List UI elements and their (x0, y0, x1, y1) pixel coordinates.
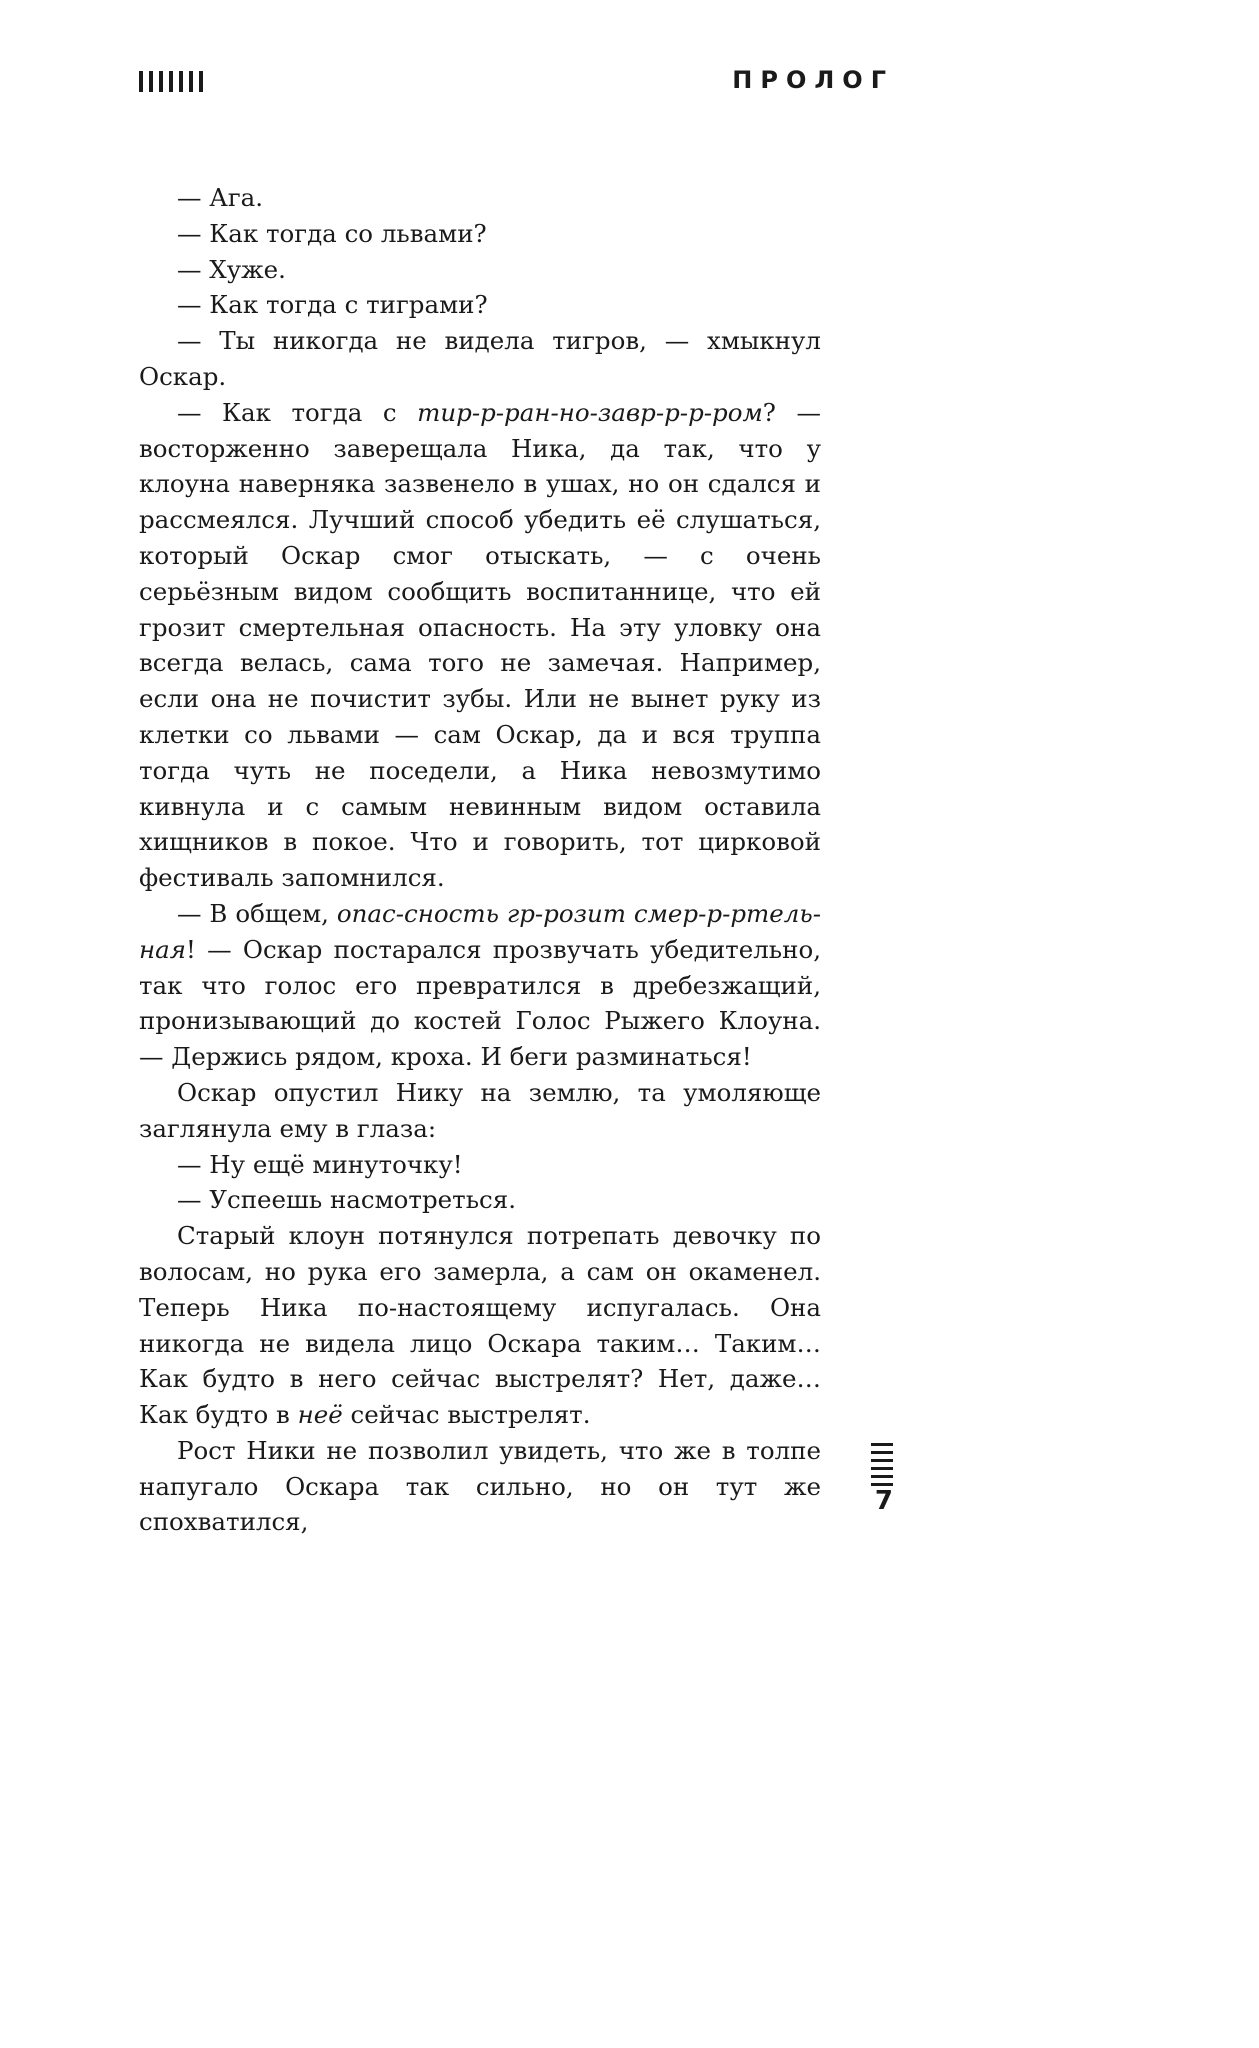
paragraph (139, 1433, 821, 1540)
text-run: Оскар опустил Нику на землю, та умоляюще заглянула ему в глаза: (139, 1077, 821, 1143)
chapter-title: ПРОЛОГ (732, 66, 894, 94)
page-number: 7 (874, 1486, 893, 1516)
paragraph (139, 323, 821, 395)
paragraph (139, 1182, 821, 1218)
paragraph (139, 1075, 821, 1147)
text-run: — Как тогда с тиграми? (177, 290, 488, 320)
header-decorative-bars (139, 71, 203, 92)
paragraph (139, 896, 821, 1075)
text-run: — Хуже. (177, 254, 286, 284)
italic-run: тир-р-ран-но-завр-р-р-ром (417, 397, 763, 427)
text-run: Рост Ники не позволил увидеть, что же в толпе напугало Оскара так сильно, но он тут же спохватился, (139, 1435, 821, 1537)
paragraph (139, 287, 821, 323)
paragraph (139, 252, 821, 288)
paragraph (139, 180, 821, 216)
italic-run: неё (297, 1400, 343, 1430)
text-run: — Как тогда с (177, 397, 418, 427)
text-run: — Успеешь насмотреться. (177, 1185, 517, 1215)
paragraph (139, 1147, 821, 1183)
text-run: — Ты никогда не видела тигров, — хмыкнул Оскар. (139, 326, 821, 391)
text-run: сейчас выстрелят. (342, 1400, 591, 1430)
text-run: — В общем, (177, 898, 337, 928)
text-run: Старый клоун потянулся потрепать девочку по волосам, но рука его замерла, а сам он окаменел. Теперь Ника по-настоящему испугалась. Она никогда не видела лицо Оскара таким… Таким… Как будто в него сейчас выстрелят? Нет, даже… Как будто в (139, 1221, 821, 1430)
text-run: — Ну ещё минуточку! (177, 1149, 463, 1179)
text-run: ? — восторженно заверещала Ника, да так, что у клоуна наверняка зазвенело в ушах, но он сдался и рассмеялся. Лучший способ убедить её слушаться, который Оскар смог отыскать, — с очень серьёзным видом сообщить воспитаннице, что ей грозит смертельная опасность. На эту уловку она всегда велась, сама того не замечая. Например, если она не почистит зубы. Или не вынет руку из клетки со львами — сам Оскар, да и вся труппа тогда чуть не поседели, а Ника невозмутимо кивнула и с самым невинным видом оставила хищников в покое. Что и говорить, тот цирковой фестиваль запомнился. (139, 397, 821, 893)
paragraph (139, 395, 821, 896)
footer-decorative-bars (871, 1443, 893, 1486)
text-run: — Как тогда со львами? (177, 218, 487, 248)
text-run: ! — Оскар постарался прозвучать убедительно, так что голос его превратился в дребезжащий, пронизывающий до костей Голос Рыжего Клоуна. — Держись рядом, кроха. И беги разминаться! (139, 934, 821, 1072)
italic-run: опас-сность гр-розит смер-р-ртельная (139, 898, 821, 964)
paragraph (139, 1218, 821, 1433)
text-run: — Ага. (177, 183, 264, 212)
body-text (139, 180, 821, 1540)
paragraph (139, 216, 821, 252)
